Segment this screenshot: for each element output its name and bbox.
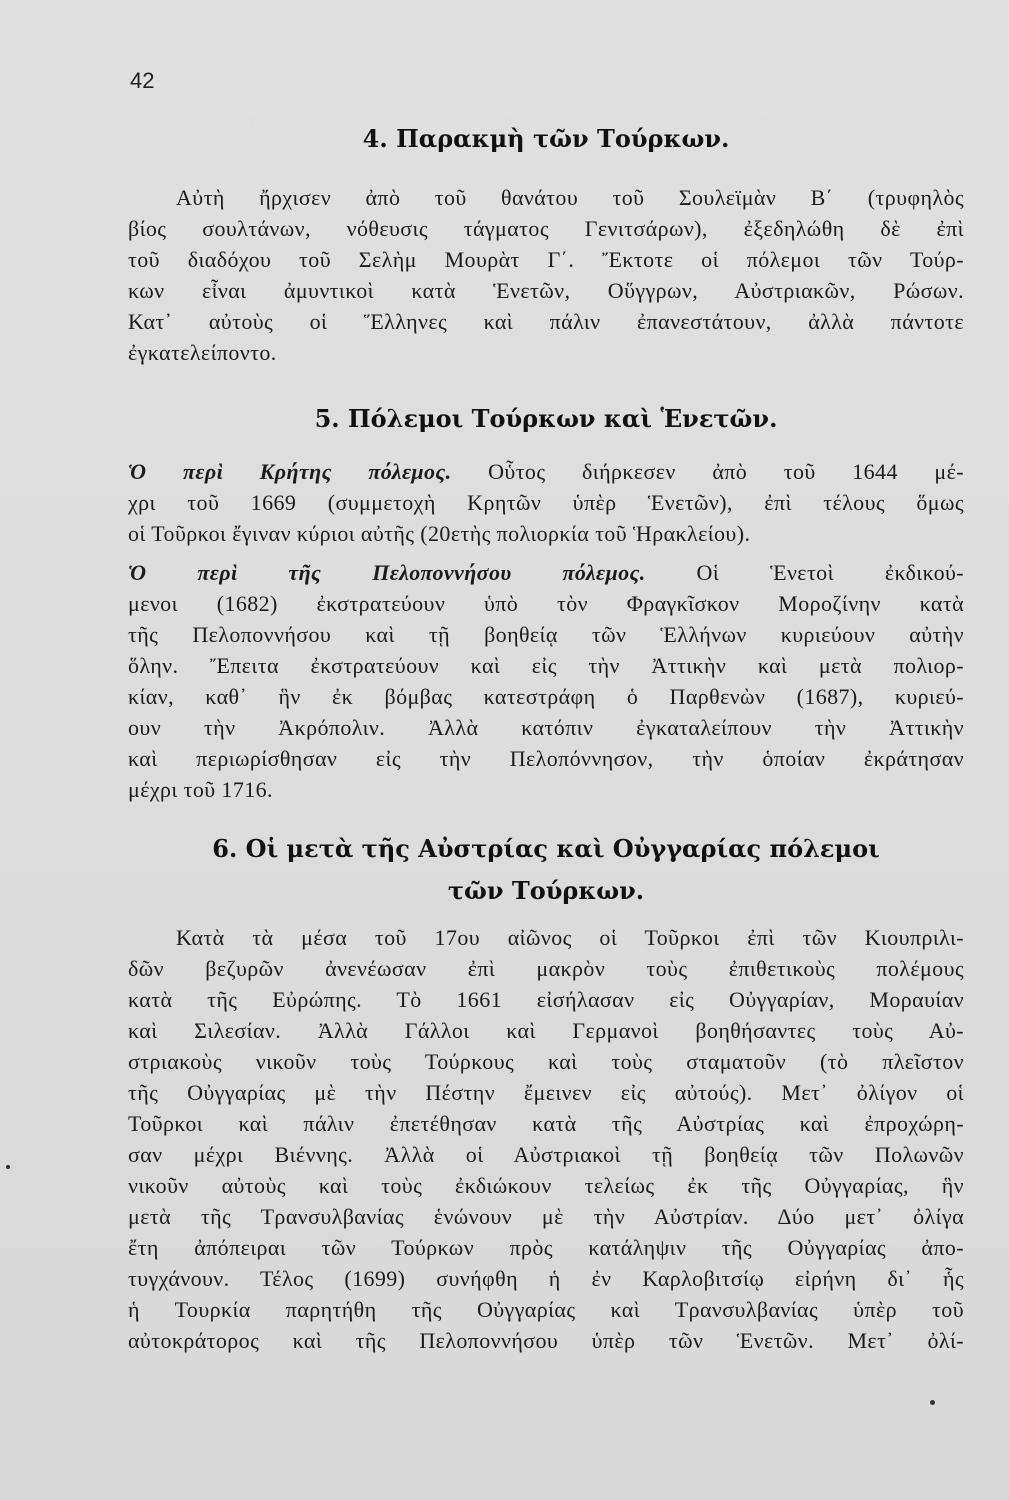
text-line: νικοῦν αὐτοὺς καὶ τοὺς ἐκδιώκουν τελείως ἐκ τῆς Οὐγγαρίας, ἣν	[128, 1173, 964, 1198]
text-line: τυγχάνουν. Τέλος (1699) συνήφθη ἡ ἐν Καρλοβιτσίῳ εἰρήνη δι᾽ ἧς	[128, 1266, 964, 1291]
section-6-heading-line-2: τῶν Τούρκων.	[447, 876, 645, 905]
text-line: Τοῦρκοι καὶ πάλιν ἐπετέθησαν κατὰ τῆς Αὐστρίας καὶ ἐπροχώρη-	[128, 1111, 964, 1136]
text-run: Οἱ Ἑνετοὶ ἐκδικού-	[645, 560, 964, 585]
text-line: ἔτη ἀπόπειραι τῶν Τούρκων πρὸς κατάληψιν τῆς Οὐγγαρίας ἀπο-	[128, 1235, 964, 1260]
text-line	[128, 456, 964, 487]
text-line: τῆς Πελοποννήσου καὶ τῇ βοηθείᾳ τῶν Ἑλλήνων κυριεύουν αὐτὴν	[128, 622, 964, 647]
text-line: κατὰ τῆς Εὐρώπης. Τὸ 1661 εἰσήλασαν εἰς Οὐγγαρίαν, Μοραυίαν	[128, 987, 964, 1012]
text-line: αὐτοκράτορος καὶ τῆς Πελοποννήσου ὑπὲρ τῶν Ἑνετῶν. Μετ᾽ ὀλί-	[128, 1328, 964, 1353]
text-line: βίος σουλτάνων, νόθευσις τάγματος Γενιτσάρων), ἐξεδηλώθη δὲ ἐπὶ	[128, 216, 964, 241]
text-line	[128, 557, 964, 588]
text-line: σαν μέχρι Βιέννης. Ἀλλὰ οἱ Αὐστριακοὶ τῇ βοηθείᾳ τῶν Πολωνῶν	[128, 1142, 964, 1167]
text-line: στριακοὺς νικοῦν τοὺς Τούρκους καὶ τοὺς σταματοῦν (τὸ πλεῖστον	[128, 1049, 964, 1074]
section-6-body	[128, 922, 964, 1356]
text-line: Κατ᾽ αὐτοὺς οἱ Ἕλληνες καὶ πάλιν ἐπανεστάτουν, ἀλλὰ πάντοτε	[128, 309, 964, 334]
text-line: τῆς Οὐγγαρίας μὲ τὴν Πέστην ἔμεινεν εἰς αὐτούς). Μετ᾽ ὀλίγον οἱ	[128, 1080, 964, 1105]
subsection-title-peloponnese: Ὁ περὶ τῆς Πελοποννήσου πόλεμος.	[128, 560, 646, 585]
text-line: καὶ Σιλεσίαν. Ἀλλὰ Γάλλοι καὶ Γερμανοὶ βοηθήσαντες τοὺς Αὐ-	[128, 1018, 964, 1043]
section-4-heading: 4. Παρακμὴ τῶν Τούρκων.	[362, 124, 730, 153]
section-5-para-2	[128, 557, 964, 805]
text-line: οἱ Τοῦρκοι ἔγιναν κύριοι αὐτῆς (20ετὴς πολιορκία τοῦ Ἡρακλείου).	[128, 521, 751, 546]
text-line: μενοι (1682) ἐκστρατεύουν ὑπὸ τὸν Φραγκῖσκον Μοροζίνην κατὰ	[128, 591, 964, 616]
text-line: τοῦ διαδόχου τοῦ Σελὴμ Μουρὰτ Γ΄. Ἔκτοτε οἱ πόλεμοι τῶν Τούρ-	[128, 247, 964, 272]
text-line: Αὐτὴ ἤρχισεν ἀπὸ τοῦ θανάτου τοῦ Σουλεϊμὰν Β΄ (τρυφηλὸς	[176, 185, 964, 210]
text-line: ἐγκατελείποντο.	[128, 340, 277, 365]
text-run: Οὗτος διήρκεσεν ἀπὸ τοῦ 1644 μέ-	[451, 459, 964, 484]
ink-speck	[930, 1400, 935, 1405]
section-5-heading: 5. Πόλεμοι Τούρκων καὶ Ἑνετῶν.	[314, 404, 778, 433]
text-line: μετὰ τῆς Τρανσυλβανίας ἑνώνουν μὲ τὴν Αὐστρίαν. Δύο μετ᾽ ὀλίγα	[128, 1204, 964, 1229]
text-line: Κατὰ τὰ μέσα τοῦ 17ου αἰῶνος οἱ Τοῦρκοι ἐπὶ τῶν Κιουπριλι-	[176, 925, 964, 950]
text-line: καὶ περιωρίσθησαν εἰς τὴν Πελοπόννησον, τὴν ὁποίαν ἐκράτησαν	[128, 746, 964, 771]
text-line: ἡ Τουρκία παρητήθη τῆς Οὐγγαρίας καὶ Τρανσυλβανίας ὑπὲρ τοῦ	[128, 1297, 964, 1322]
text-line: ουν τὴν Ἀκρόπολιν. Ἀλλὰ κατόπιν ἐγκαταλείπουν τὴν Ἀττικὴν	[128, 715, 964, 740]
text-line: χρι τοῦ 1669 (συμμετοχὴ Κρητῶν ὑπὲρ Ἑνετῶν), ἐπὶ τέλους ὅμως	[128, 490, 964, 515]
subsection-title-crete: Ὁ περὶ Κρήτης πόλεμος.	[128, 459, 452, 484]
text-line: ὅλην. Ἔπειτα ἐκστρατεύουν καὶ εἰς τὴν Ἀττικὴν καὶ μετὰ πολιορ-	[128, 653, 964, 678]
text-line: δῶν βεζυρῶν ἀνενέωσαν ἐπὶ μακρὸν τοὺς ἐπιθετικοὺς πολέμους	[128, 956, 964, 981]
section-4-body	[128, 182, 964, 368]
text-line: μέχρι τοῦ 1716.	[128, 777, 273, 802]
section-6-heading-line-1: 6. Οἱ μετὰ τῆς Αὐστρίας καὶ Οὐγγαρίας πόλεμοι	[212, 834, 880, 863]
section-5-para-1	[128, 456, 964, 549]
text-line: κίαν, καθ᾽ ἣν ἐκ βόμβας κατεστράφη ὁ Παρθενὼν (1687), κυριεύ-	[128, 684, 964, 709]
page-number: 42	[130, 68, 155, 93]
text-line: κων εἶναι ἀμυντικοὶ κατὰ Ἑνετῶν, Οὕγγρων, Αὐστριακῶν, Ρώσων.	[128, 278, 964, 303]
ink-speck	[6, 1165, 10, 1169]
